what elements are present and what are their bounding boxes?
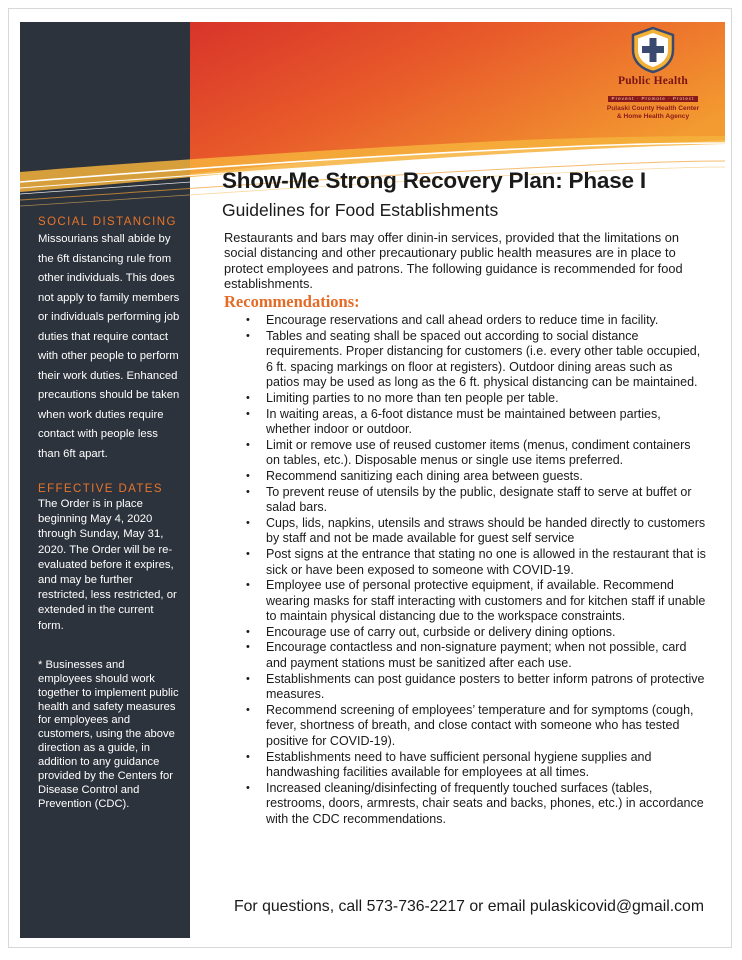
list-item-text: Recommend sanitizing each dining area between guests. xyxy=(266,468,583,483)
list-item xyxy=(246,390,706,407)
businesses-note: * Businesses and employees should work together to implement public health and safety measures for employees and customers, using the above direction as a guide, in addition to any guidance provided by the Centers for Disease Control and Prevention (CDC). xyxy=(38,658,179,810)
intro-paragraph: Restaurants and bars may offer dinin-in services, provided that the limitations on social distancing and other precautionary public health measures are in place to protect employees and patrons. The following guidance is recommended for food establishments. xyxy=(224,230,683,292)
list-item xyxy=(246,313,706,329)
list-item xyxy=(246,640,706,671)
list-item xyxy=(246,749,706,781)
list-item-text: In waiting areas, a 6-foot distance must be maintained between parties, whether indoor or outdoor. xyxy=(266,406,661,437)
bullet-icon: • xyxy=(246,641,250,654)
list-item xyxy=(246,328,706,391)
sidebar-content xyxy=(38,216,180,812)
list-item xyxy=(246,406,706,438)
list-item-text: Limit or remove use of reused customer items (menus, condiment containers on tables, etc.). Disposable menus or single use items preferred. xyxy=(266,437,691,468)
effective-dates-text: The Order is in place beginning May 4, 2020 through Sunday, May 31, 2020. The Order will be re-evaluated before it expires, and may be further restricted, less restricted, or extended in the current form. xyxy=(38,498,177,632)
bullet-icon: • xyxy=(246,579,250,592)
list-item-text: Encourage reservations and call ahead orders to reduce time in facility. xyxy=(266,313,659,327)
contact-footer: For questions, call 573-736-2217 or email pulaskicovid@gmail.com xyxy=(234,898,704,915)
list-item xyxy=(246,468,706,485)
recommendations-heading: Recommendations: xyxy=(224,292,360,311)
list-item xyxy=(246,546,706,578)
bullet-icon: • xyxy=(246,781,250,794)
public-health-logo xyxy=(588,26,718,122)
list-item xyxy=(246,702,706,750)
bullet-icon: • xyxy=(246,703,250,716)
logo-title: Public Health xyxy=(617,75,688,87)
list-item-text: Recommend screening of employees’ temperature and for symptoms (cough, fever, shortness of breath, and close contact with someone who has tested positive for COVID-19). xyxy=(266,702,694,749)
bullet-icon: • xyxy=(246,750,250,763)
shield-cross-icon xyxy=(630,26,676,74)
list-item xyxy=(246,624,706,641)
list-item-text: Limiting parties to no more than ten people per table. xyxy=(266,390,559,405)
page-title: Show-Me Strong Recovery Plan: Phase I xyxy=(222,168,646,193)
bullet-icon: • xyxy=(246,516,250,529)
list-item xyxy=(246,437,706,469)
bullet-icon: • xyxy=(246,485,250,498)
list-item xyxy=(246,578,706,625)
social-distancing-heading: SOCIAL DISTANCING xyxy=(38,216,177,228)
list-item-text: Post signs at the entrance that stating no one is allowed in the restaurant that is sick or have been exposed to someone with COVID-19. xyxy=(266,546,706,577)
list-item xyxy=(246,780,706,828)
list-item-text: Tables and seating shall be spaced out according to social distance requirements. Proper distancing for customers (i.e. every other table occupied, 6 ft. spacing markings on floor at registers). Outdoor dining areas such as patios may be used as long as the 6 ft. physical distancing can be maintained. xyxy=(266,328,701,390)
bullet-icon: • xyxy=(246,391,250,404)
logo-org-line2: & Home Health Agency xyxy=(616,113,690,120)
bullet-icon: • xyxy=(246,469,250,482)
effective-dates-heading: EFFECTIVE DATES xyxy=(38,483,163,495)
list-item-text: Employee use of personal protective equipment, if available. Recommend wearing masks for staff interacting with customers and for kitchen staff if unable to maintain physical distancing due to the workspace constraints. xyxy=(266,578,706,624)
bullet-icon: • xyxy=(246,547,250,560)
logo-tagline: Prevent · Promote · Protect xyxy=(608,96,699,102)
main-header xyxy=(222,168,702,221)
list-item-text: Establishments need to have sufficient personal hygiene supplies and handwashing facilities available for employees at all times. xyxy=(266,749,652,780)
bullet-icon: • xyxy=(246,625,250,638)
list-item-text: Encourage use of carry out, curbside or delivery dining options. xyxy=(266,624,616,639)
list-item-text: Increased cleaning/disinfecting of frequently touched surfaces (tables, restrooms, doors, armrests, chair seats and backs, phones, etc.) in accordance with the CDC recommendations. xyxy=(266,780,704,826)
bullet-icon: • xyxy=(246,672,250,685)
list-item-text: To prevent reuse of utensils by the public, designate staff to serve at buffet or salad bars. xyxy=(266,484,692,515)
list-item xyxy=(246,671,706,703)
social-distancing-text: Missourians shall abide by the 6ft distancing rule from other individuals. This does not apply to family members or individuals performing job duties that require contact with other people to perform their work duties. Enhanced precautions should be taken when work duties require contact with people less than 6ft apart. xyxy=(38,233,180,460)
bullet-icon: • xyxy=(246,438,250,451)
list-item xyxy=(246,515,706,547)
list-item-text: Cups, lids, napkins, utensils and straws should be handed directly to customers by staff and not be made available for guest self service xyxy=(266,515,706,546)
list-item-text: Establishments can post guidance posters to better inform patrons of protective measures. xyxy=(266,671,705,702)
bullet-icon: • xyxy=(246,407,250,420)
list-item-text: Encourage contactless and non-signature payment; when not possible, card and payment stations must be sanitized after each use. xyxy=(266,640,687,671)
logo-org-line1: Pulaski County Health Center xyxy=(606,105,700,112)
bullet-icon: • xyxy=(246,329,250,342)
list-item xyxy=(246,484,706,516)
bullet-icon: • xyxy=(246,314,250,326)
page-subtitle: Guidelines for Food Establishments xyxy=(222,200,499,220)
recommendations-list xyxy=(246,313,706,828)
